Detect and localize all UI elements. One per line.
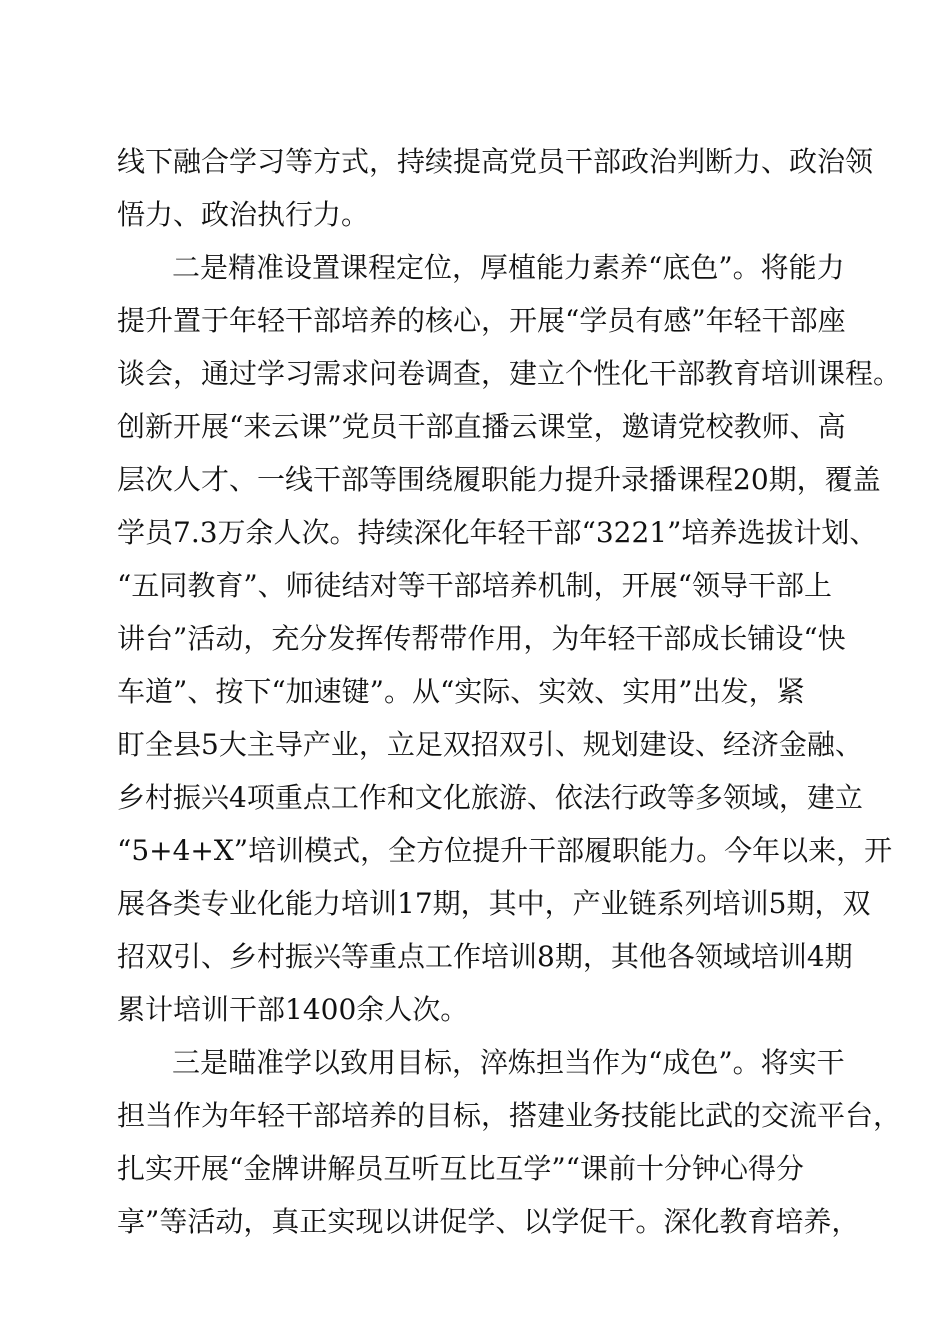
text-line: 线下融合学习等方式，持续提高党员干部政治判断力、政治领: [117, 145, 874, 178]
text-line: 讲台”活动，充分发挥传帮带作用，为年轻干部成长铺设“快: [117, 622, 846, 655]
text-line: 扎实开展“金牌讲解员互听互比互学”“课前十分钟心得分: [117, 1152, 804, 1185]
text-line: “5+4+X”培训模式，全方位提升干部履职能力。今年以来，开: [117, 834, 893, 867]
text-line: 层次人才、一线干部等围绕履职能力提升录播课程20期，覆盖: [117, 463, 881, 496]
paragraph-heading-line: 二是精准设置课程定位，厚植能力素养“底色”。将能力: [172, 251, 845, 284]
text-line: 展各类专业化能力培训17期，其中，产业链系列培训5期，双: [117, 887, 871, 920]
text-line: “五同教育”、师徒结对等干部培养机制，开展“领导干部上: [117, 569, 832, 602]
text-line: 创新开展“来云课”党员干部直播云课堂，邀请党校教师、高: [117, 410, 846, 443]
text-line: 车道”、按下“加速键”。从“实际、实效、实用”出发，紧: [117, 675, 805, 708]
paragraph-heading-line: 三是瞄准学以致用目标，淬炼担当作为“成色”。将实干: [172, 1046, 845, 1079]
text-line: 谈会，通过学习需求问卷调查，建立个性化干部教育培训课程。: [117, 357, 902, 390]
text-line: 提升置于年轻干部培养的核心，开展“学员有感”年轻干部座: [117, 304, 846, 337]
text-line: 学员7.3万余人次。持续深化年轻干部“3221”培养选拔计划、: [117, 516, 878, 549]
text-line: 盯全县5大主导产业，立足双招双引、规划建设、经济金融、: [117, 728, 863, 761]
text-line: 招双引、乡村振兴等重点工作培训8期，其他各领域培训4期: [117, 940, 853, 973]
text-line: 累计培训干部1400余人次。: [117, 993, 469, 1026]
text-line: 乡村振兴4项重点工作和文化旅游、依法行政等多领域，建立: [117, 781, 863, 814]
text-line: 悟力、政治执行力。: [117, 198, 370, 231]
text-line: 享”等活动，真正实现以讲促学、以学促干。深化教育培养，: [117, 1205, 860, 1238]
text-line: 担当作为年轻干部培养的目标，搭建业务技能比武的交流平台，: [117, 1099, 902, 1132]
